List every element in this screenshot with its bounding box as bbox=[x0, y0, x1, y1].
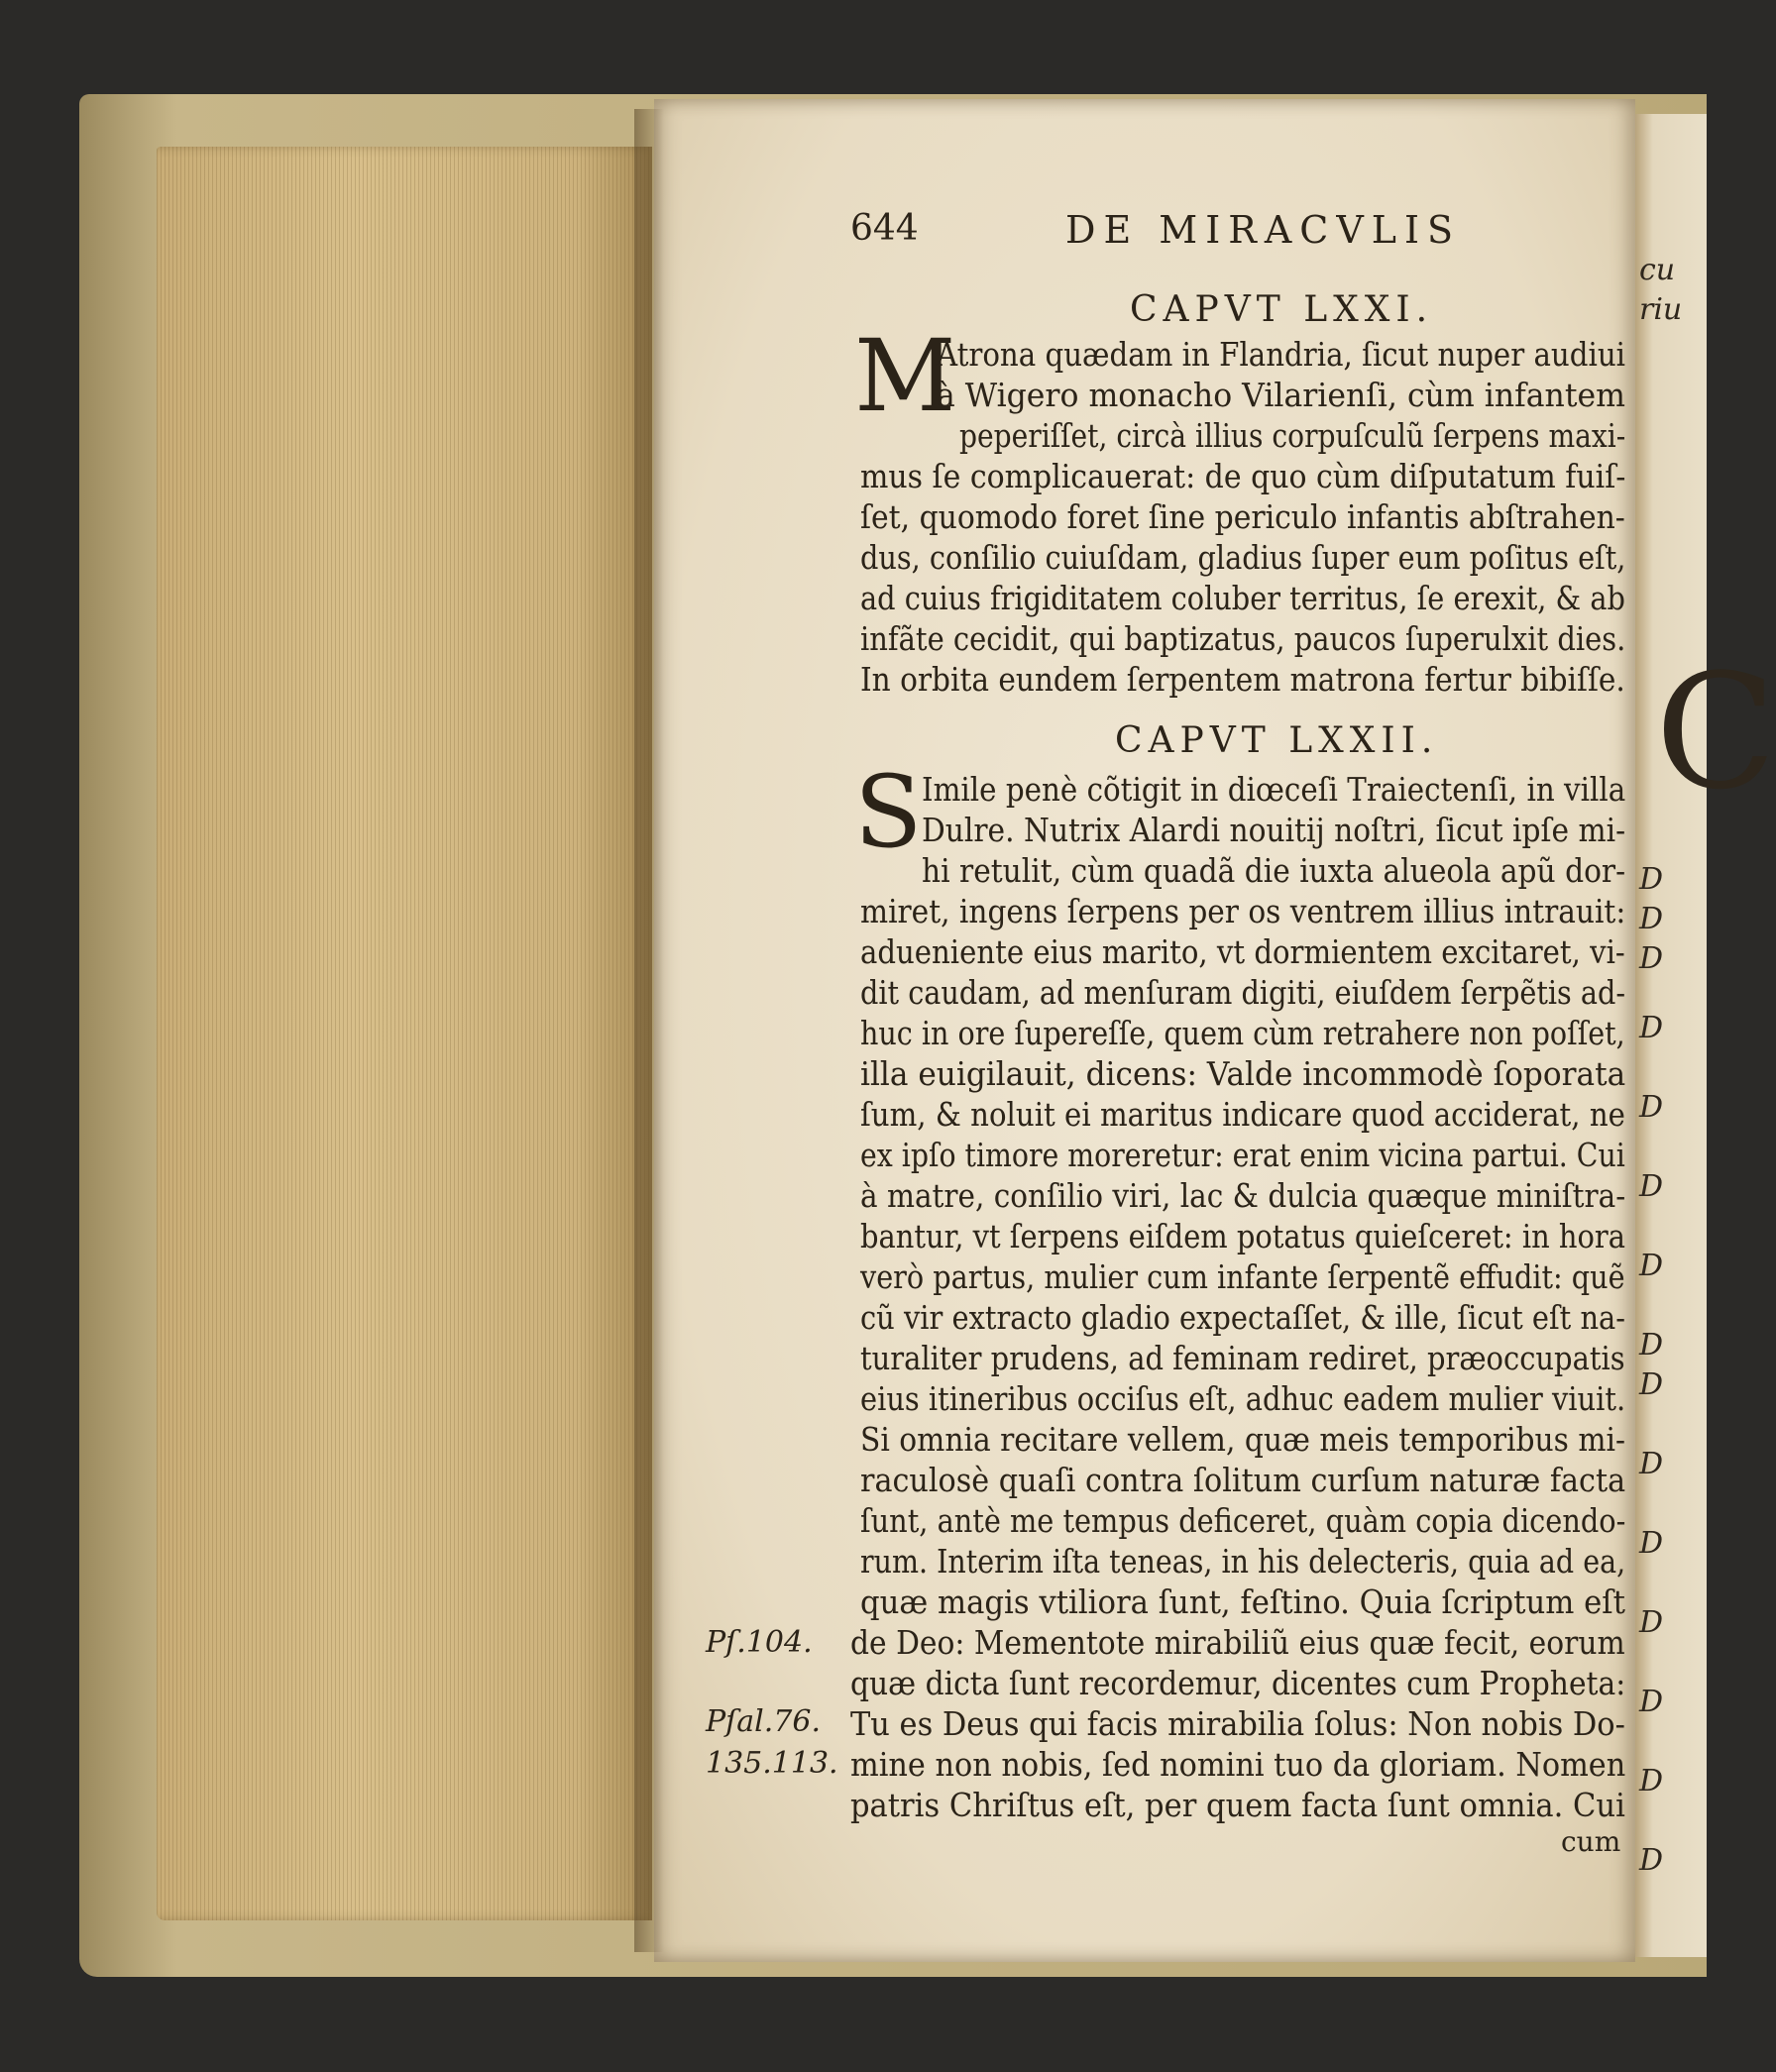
text-line: mus ſe complicauerat: de quo cùm diſputatum fuiſ- bbox=[860, 457, 1626, 495]
next-page-fragment: D bbox=[1639, 1526, 1664, 1561]
text-line: eius itineribus occiſus eſt, adhuc eadem mulier viuit. bbox=[860, 1379, 1626, 1418]
next-page-fragment: D bbox=[1639, 1169, 1664, 1204]
chapter-title: CAPVT LXXI. bbox=[1130, 289, 1434, 330]
text-line: Dulre. Nutrix Alardi nouitij noſtri, ſicut ipſe mi- bbox=[922, 811, 1626, 849]
margin-note: Pſ.104. bbox=[706, 1625, 813, 1660]
text-line: bantur, vt ſerpens eiſdem potatus quieſceret: in hora bbox=[860, 1217, 1626, 1255]
text-line: turaliter prudens, ad feminam rediret, præoccupatis bbox=[860, 1339, 1625, 1377]
text-line: infãte cecidit, qui baptizatus, paucos ſuperulxit dies. bbox=[860, 619, 1626, 658]
next-page-fragment: D bbox=[1639, 1764, 1664, 1799]
text-line: huc in ore ſupereſſe, quem cùm retrahere non poſſet, bbox=[860, 1014, 1625, 1052]
text-line: mine non nobis, ſed nomini tuo da gloriam. Nomen bbox=[850, 1745, 1626, 1784]
text-line: verò partus, mulier cum infante ſerpentẽ effudit: quẽ bbox=[860, 1257, 1625, 1296]
text-line: Atrona quædam in Flandria, ſicut nuper audiui bbox=[937, 335, 1626, 374]
text-line: In orbita eundem ſerpentem matrona fertur bibiſſe. bbox=[860, 660, 1625, 699]
next-page-fragment: D bbox=[1639, 1328, 1664, 1363]
text-line: raculosè quaſi contra ſolitum curſum naturæ facta bbox=[860, 1461, 1626, 1499]
text-line: quæ magis vtiliora ſunt, feſtino. Quia ſcriptum eſt bbox=[860, 1582, 1625, 1621]
text-line: ſet, quomodo foret ſine periculo infantis abſtrahen- bbox=[860, 497, 1625, 536]
text-line: à matre, conſilio viri, lac & dulcia quæque miniſtra- bbox=[860, 1176, 1626, 1215]
next-page-fragment: riu bbox=[1639, 292, 1683, 327]
text-line: dus, conſilio cuiuſdam, gladius ſuper eum poſitus eſt, bbox=[860, 538, 1626, 577]
text-line: adueniente eius marito, vt dormientem excitaret, vi- bbox=[860, 932, 1625, 971]
next-page-fragment: D bbox=[1639, 941, 1664, 976]
page-number: 644 bbox=[850, 208, 919, 249]
next-page-fragment: D bbox=[1639, 1090, 1664, 1125]
text-line: hi retulit, cùm quadã die iuxta alueola apũ dor- bbox=[922, 851, 1626, 890]
text-line: dit caudam, ad menſuram digiti, eiuſdem ſerpẽtis ad- bbox=[860, 973, 1626, 1012]
text-line: patris Chriſtus eſt, per quem facta ſunt omnia. Cui bbox=[850, 1786, 1625, 1824]
text-line: à Wigero monacho Vilarienſi, cùm infantem bbox=[937, 376, 1625, 414]
text-line: ad cuius frigiditatem coluber territus, ſe erexit, & ab bbox=[860, 579, 1625, 617]
next-page-fragment: cu bbox=[1639, 253, 1676, 287]
next-page-fragment: D bbox=[1639, 1843, 1664, 1878]
text-line: miret, ingens ſerpens per os ventrem illius intrauit: bbox=[860, 892, 1626, 930]
next-page-fragment: D bbox=[1639, 1605, 1664, 1640]
text-line: Tu es Deus qui facis mirabilia ſolus: Non nobis Do- bbox=[850, 1704, 1625, 1743]
text-line: Si omnia recitare vellem, quæ meis temporibus mi- bbox=[860, 1420, 1626, 1459]
margin-note: Pſal.76. bbox=[706, 1704, 822, 1739]
catchword: cum bbox=[1561, 1825, 1621, 1858]
text-line: ſum, & noluit ei maritus indicare quod acciderat, ne bbox=[860, 1095, 1625, 1134]
text-line: illa euigilauit, dicens: Valde incommodè ſoporata bbox=[860, 1054, 1626, 1093]
next-page-fragment: D bbox=[1639, 1447, 1664, 1481]
next-page-fragment: D bbox=[1639, 1685, 1664, 1719]
margin-note: 135.113. bbox=[706, 1746, 838, 1781]
text-line: de Deo: Mementote mirabiliũ eius quæ fecit, eorum bbox=[850, 1623, 1625, 1662]
text-line: peperiſſet, circà illius corpuſculũ ſerpens maxi- bbox=[959, 416, 1626, 455]
next-page-fragment: D bbox=[1639, 902, 1664, 936]
drop-cap: M bbox=[854, 318, 956, 434]
next-page-fragment: D bbox=[1639, 1011, 1664, 1045]
text-line: cũ vir extracto gladio expectaſſet, & ille, ſicut eſt na- bbox=[860, 1298, 1626, 1337]
next-page-initial: C bbox=[1655, 639, 1776, 824]
next-page-fragment: D bbox=[1639, 862, 1664, 897]
text-line: Imile penè cõtigit in diœceſi Traiectenſi, in villa bbox=[922, 770, 1626, 809]
chapter-title: CAPVT LXXII. bbox=[1115, 720, 1439, 761]
text-line: rum. Interim iſta teneas, in his delecteris, quia ad ea, bbox=[860, 1542, 1626, 1581]
next-page-edge bbox=[1635, 114, 1776, 1957]
page-block-edges bbox=[157, 147, 652, 1920]
text-line: ex ipſo timore moreretur: erat enim vicina partui. Cui bbox=[860, 1136, 1625, 1174]
running-head: DE MIRACVLIS bbox=[1065, 208, 1462, 252]
text-line: quæ dicta ſunt recordemur, dicentes cum Propheta: bbox=[850, 1664, 1626, 1702]
next-page-fragment: D bbox=[1639, 1249, 1664, 1283]
text-line: ſunt, antè me tempus deficeret, quàm copia dicendo- bbox=[860, 1501, 1626, 1540]
drop-cap: S bbox=[854, 754, 923, 870]
next-page-fragment: D bbox=[1639, 1367, 1664, 1402]
page-gutter bbox=[634, 109, 664, 1952]
